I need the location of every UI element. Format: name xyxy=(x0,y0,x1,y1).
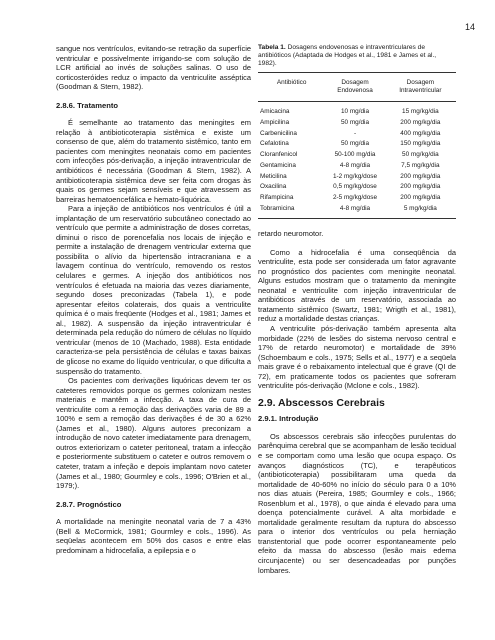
section-heading-introducao: 2.9.1. Introdução xyxy=(258,414,319,424)
cell-endovenosa: 50 mg/dia xyxy=(340,140,370,148)
paragraph-hidrocefalia: Como a hidrocefalia é uma conseqüência da ventriculite, esta pode ser considerada um fator agravante no prognóstico dos pacientes com meningite neonatal. Alguns estudos mostram que o tratamento da meningite neonatal e ventriculite com injeção intraventricular de antibióticos através de um reservatório, associada ao tratamento sistêmico (Swartz, 1981; Wrigth et al., 1981), reduz a mortalidade destas crianças. xyxy=(258,247,456,324)
cell-antibiotico: Ampicilina xyxy=(260,118,290,126)
paragraph-abscessos: Os abscessos cerebrais são infecções purulentas do parênquima cerebral que se acompanham de lesão tecidual e se comportam como uma lesão que ocupa espaço. Os avanços diagnósticos (TC), e terapêuticos (antibioticoterapia) possibilitaram uma queda da mortalidade de 40-60% no início do século para 0 a 10% nos dias atuais (Pereira, 1985; Gourmley e cols., 1966; Rosenblum et al., 1978), o que ainda é elevado para uma doença potencialmente curável. A alta morbidade e mortalidade geralmente resultam da ruptura do abscesso para o interior dos ventrículos ou pela herniação transtentorial que pode ocorrer espontaneamente pelo efeito da massa do abscesso (lesão mais edema circunjacente) ou ser desencadeadas por punções lombares. xyxy=(258,431,456,575)
cell-antibiotico: Meticilina xyxy=(260,172,287,180)
section-heading-tratamento: 2.8.6. Tratamento xyxy=(56,100,119,110)
cell-endovenosa: 2-5 mg/kg/dose xyxy=(332,194,378,202)
table-row xyxy=(258,193,456,204)
paragraph-tratamento-1: É semelhante ao tratamento das meningites em relação à antibioticoterapia sistêmica e existe um consenso de que, além do tratamento sistêmico, tanto em pacientes com meningites neonatais como em pacientes com infecções pós-derivação, a injeção intraventricular de antibióticos é necessária (Goodman & Stern, 1982). A antibioticoterapia sistêmica deve ser feita com drogas às quais os germes sejam sensíveis e que atravessem as barreiras hematoencefálica e hemato-liquórica. xyxy=(56,118,251,204)
right-column xyxy=(258,44,456,575)
cell-endovenosa: - xyxy=(353,129,357,137)
cell-antibiotico: Amicacina xyxy=(260,108,290,115)
cell-antibiotico: Rifampicina xyxy=(260,194,294,202)
paragraph-intro: sangue nos ventrículos, evitando-se retração da superfície ventricular e possivelmente irrigando-se com solução de LCR artificial ao invés de soluções salinas. O uso de corticosteróides reduz o impacto da ventriculite asséptica (Goodman & Stern, 1982). xyxy=(56,44,251,92)
cell-intraventricular: 7,5 mg/kg/dia xyxy=(401,161,440,169)
table-caption-label: Tabela 1. xyxy=(258,44,286,51)
cell-antibiotico: Cefalotina xyxy=(260,140,289,148)
table-caption xyxy=(258,44,456,68)
paragraph-tratamento-3: Os pacientes com derivações liquóricas devem ter os cateteres removidos porque os germes colonizam nestes materiais e mantêm a infecção. A taxa de cura de ventriculite com a remoção das derivações varia de 89 a 100% e sem a remoção das derivações é de 30 a 62% (James et al., 1980). Alguns autores preconizam a introdução de novo cateter imediatamente para drenagem, outros exteriorizam o cateter peritoneal, tratam a infecção e posteriormente substituem o cateter e outros removem o cateter, tratam a infeção e depois implantam novo cateter (James et al., 1980; Gourmley e cols., 1996; O'Brien et al., 1979;). xyxy=(56,376,251,491)
table-header-row xyxy=(258,73,456,102)
table-row xyxy=(258,128,456,139)
header-endovenosa: Dosagem Endovenosa xyxy=(337,79,373,94)
cell-endovenosa: 50-100 mg/dia xyxy=(334,151,376,159)
cell-endovenosa: 50 mg/dia xyxy=(340,118,370,126)
dosage-table xyxy=(258,72,456,219)
table-row xyxy=(258,182,456,193)
cell-intraventricular: 50 mg/kg/dia xyxy=(402,151,439,159)
table-row xyxy=(258,102,456,118)
header-antibiotico: Antibiótico xyxy=(276,79,307,86)
cell-intraventricular: 200 mg/kg/dia xyxy=(400,183,441,191)
cell-antibiotico: Tobramicina xyxy=(260,205,295,213)
cell-intraventricular: 200 mg/kg/dia xyxy=(400,194,441,202)
cell-intraventricular: 5 mg/kg/dia xyxy=(403,205,437,213)
left-column xyxy=(56,44,251,555)
cell-intraventricular: 200 mg/kg/dia xyxy=(400,118,441,126)
table-row xyxy=(258,161,456,172)
header-intraventricular: Dosagem Intraventricular xyxy=(399,79,442,94)
table-caption-text: Dosagens endovenosas e intraventriculares de antibióticos (Adaptada de Hodges et al., 1981 e James et al., 1982). xyxy=(258,44,437,67)
table-row xyxy=(258,204,456,219)
table-row xyxy=(258,150,456,161)
cell-endovenosa: 10 mg/dia xyxy=(340,108,370,115)
cell-intraventricular: 150 mg/kg/dia xyxy=(400,140,441,148)
cell-antibiotico: Oxacilina xyxy=(260,183,287,191)
cell-endovenosa: 4-8 mg/dia xyxy=(339,161,371,169)
cell-endovenosa: 4-8 mg/dia xyxy=(339,205,371,213)
cell-endovenosa: 0,5 mg/kg/dose xyxy=(333,183,377,191)
cell-antibiotico: Cloranfenicol xyxy=(260,151,298,159)
page-number: 14 xyxy=(464,22,475,32)
cell-intraventricular: 200 mg/kg/dia xyxy=(400,172,441,180)
cell-intraventricular: 15 mg/kg/dia xyxy=(402,108,439,115)
section-heading-abscessos: 2.9. Abscessos Cerebrais xyxy=(258,396,385,409)
cell-antibiotico: Carbenicilina xyxy=(260,129,297,137)
paragraph-continuation: retardo neuromotor. xyxy=(258,229,324,239)
paragraph-prognostico: A mortalidade na meningite neonatal varia de 7 a 43% (Bell & McCormick, 1981; Gourmley e cols., 1996). As seqüelas acontecem em 50% dos casos e entre elas predominam a hidrocefalia, a epilepsia e o xyxy=(56,517,251,555)
cell-intraventricular: 400 mg/kg/dia xyxy=(400,129,441,137)
table-body xyxy=(258,102,456,219)
table-row xyxy=(258,117,456,128)
paragraph-tratamento-2: Para a injeção de antibióticos nos ventrículos é útil a implantação de um reservatório subcutâneo conectado ao ventrículo que permite a administração de doses corretas, diminui o risco de porencefalia nos locais de injeção e permite a instalação de drenagem ventricular externa que possibilita o alívio da hipertensão intracraniana e a lavagem contínua do ventrículo, removendo os restos celulares e germes. A injeção dos antibióticos nos ventrículos é efetuada na maioria das vezes diariamente, segundo doses preconizadas (Tabela 1), e pode apresentar efeitos colaterais, dos quais a ventriculite química é o mais freqüente (Hodges et al., 1981; James et al., 1982). A suspensão da injeção intraventricular é determinada pela redução do número de células no líquido ventricular (menos de 10 (Machado, 1988). Esta entidade caracteriza-se pela persistência de células e taxas baixas de glicose no exame do líquido ventricular, o que dificulta a suspensão do tratamento. xyxy=(56,204,251,376)
paragraph-pos-derivacao: A ventriculite pós-derivação também apresenta alta morbidade (22% de lesões do sistema nervoso central e 17% de retardo neuromotor) e mortalidade de 39% (Schoembaum e cols., 1975; Sells et al., 1977) e a seqüela mais grave é o rebaixamento intelectual que é grave (QI de 72), em praticamente todos os pacientes que sofreram ventriculite pós-derivação (Mclone e cols., 1982). xyxy=(258,323,456,391)
table-row xyxy=(258,171,456,182)
cell-antibiotico: Gentamicina xyxy=(260,161,296,169)
cell-endovenosa: 1-2 mg/kg/dose xyxy=(332,172,378,180)
table-row xyxy=(258,139,456,150)
section-heading-prognostico: 2.8.7. Prognóstico xyxy=(56,499,122,509)
